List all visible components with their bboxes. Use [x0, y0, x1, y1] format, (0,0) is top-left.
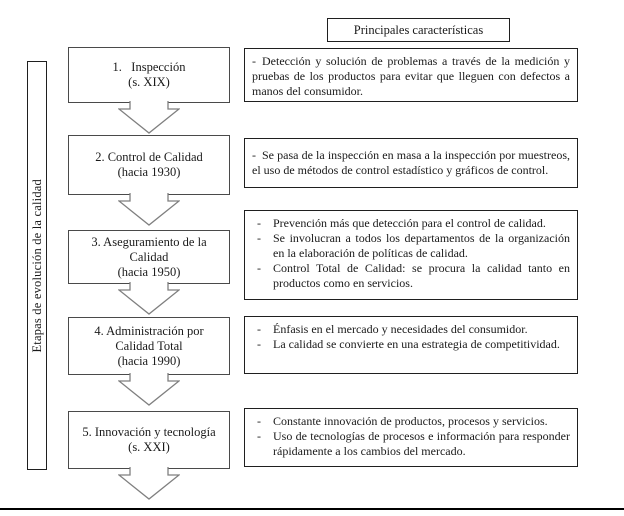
- feature-text: Se involucran a todos los departamentos de la organización en la elaboración de políticas de calidad.: [273, 231, 570, 260]
- stage-title-line: 5. Innovación y tecnología: [82, 425, 216, 439]
- feature-text: Énfasis en el mercado y necesidades del consumidor.: [273, 322, 528, 336]
- stage-title-line: 2. Control de Calidad: [95, 150, 203, 164]
- down-arrow-icon: [118, 193, 180, 226]
- bullet-item: [252, 337, 570, 352]
- down-arrow-1: [118, 101, 180, 134]
- stage-title-line: (hacia 1990): [117, 353, 181, 368]
- feature-box-inspeccion: [244, 48, 578, 102]
- feature-box-control-de-calidad: [244, 138, 578, 188]
- bullet-dash: -: [252, 54, 256, 68]
- bullet-dash: -: [257, 414, 261, 428]
- feature-text: Control Total de Calidad: se procura la calidad tanto en productos como en servicios.: [273, 261, 570, 290]
- stage-title-line: Calidad: [129, 249, 169, 264]
- feature-text: Uso de tecnologías de procesos e información para responder rápidamente a los cambios del mercado.: [273, 429, 570, 458]
- bullet-dash: -: [257, 429, 261, 443]
- bullet-item: [252, 322, 570, 337]
- stage-title-line: (hacia 1950): [117, 264, 181, 279]
- bullet-dash: -: [252, 148, 256, 162]
- bullet-dash: -: [257, 261, 261, 275]
- down-arrow-2: [118, 193, 180, 226]
- stage-title-line: (hacia 1930): [117, 165, 181, 179]
- stage-title-line: 4. Administración por: [94, 323, 204, 338]
- stage-title-line: Calidad Total: [115, 338, 183, 353]
- feature-text: Detección y solución de problemas a través de la medición y pruebas de los productos para evitar que lleguen con defectos a manos del consumidor.: [252, 54, 570, 98]
- characteristics-header: [327, 18, 510, 42]
- stage-title-line: (s. XIX): [128, 75, 170, 89]
- bullet-dash: -: [257, 216, 261, 230]
- stage-box-innovacion: [68, 411, 230, 469]
- bullet-item: [252, 414, 570, 429]
- stage-box-control-de-calidad: [68, 135, 230, 195]
- down-arrow-icon: [118, 373, 180, 406]
- bullet-dash: -: [257, 322, 261, 336]
- stage-title-line: 1. Inspección: [112, 60, 186, 74]
- bullet-item: [252, 261, 570, 291]
- feature-text: La calidad se convierte en una estrategia de competitividad.: [273, 337, 560, 351]
- down-arrow-3: [118, 282, 180, 315]
- feature-text: Prevención más que detección para el control de calidad.: [273, 216, 546, 230]
- feature-text: Constante innovación de productos, procesos y servicios.: [273, 414, 548, 428]
- feature-box-administracion: [244, 316, 578, 374]
- feature-box-aseguramiento: [244, 210, 578, 300]
- bullet-dash: -: [257, 337, 261, 351]
- down-arrow-5: [118, 467, 180, 500]
- side-axis-label-box: [27, 61, 47, 470]
- bottom-rule: [0, 508, 624, 510]
- stage-box-administracion: [68, 317, 230, 375]
- down-arrow-icon: [118, 101, 180, 134]
- side-axis-label: Etapas de evolución de la calidad: [29, 178, 44, 353]
- down-arrow-icon: [118, 282, 180, 315]
- bullet-dash: -: [257, 231, 261, 245]
- bullet-item: [252, 429, 570, 459]
- stage-title-line: 3. Aseguramiento de la: [91, 234, 207, 249]
- feature-paragraph: [252, 54, 570, 99]
- feature-paragraph: [252, 148, 570, 178]
- characteristics-header-label: Principales características: [353, 22, 484, 37]
- down-arrow-4: [118, 373, 180, 406]
- down-arrow-icon: [118, 467, 180, 500]
- stage-title-line: (s. XXI): [128, 440, 170, 454]
- stage-box-aseguramiento: [68, 230, 230, 284]
- bullet-item: [252, 216, 570, 231]
- feature-box-innovacion: [244, 408, 578, 467]
- feature-text: Se pasa de la inspección en masa a la inspección por muestreos, el uso de métodos de control estadístico y gráficos de control.: [252, 148, 570, 177]
- bullet-item: [252, 231, 570, 261]
- stage-box-inspeccion: [68, 47, 230, 103]
